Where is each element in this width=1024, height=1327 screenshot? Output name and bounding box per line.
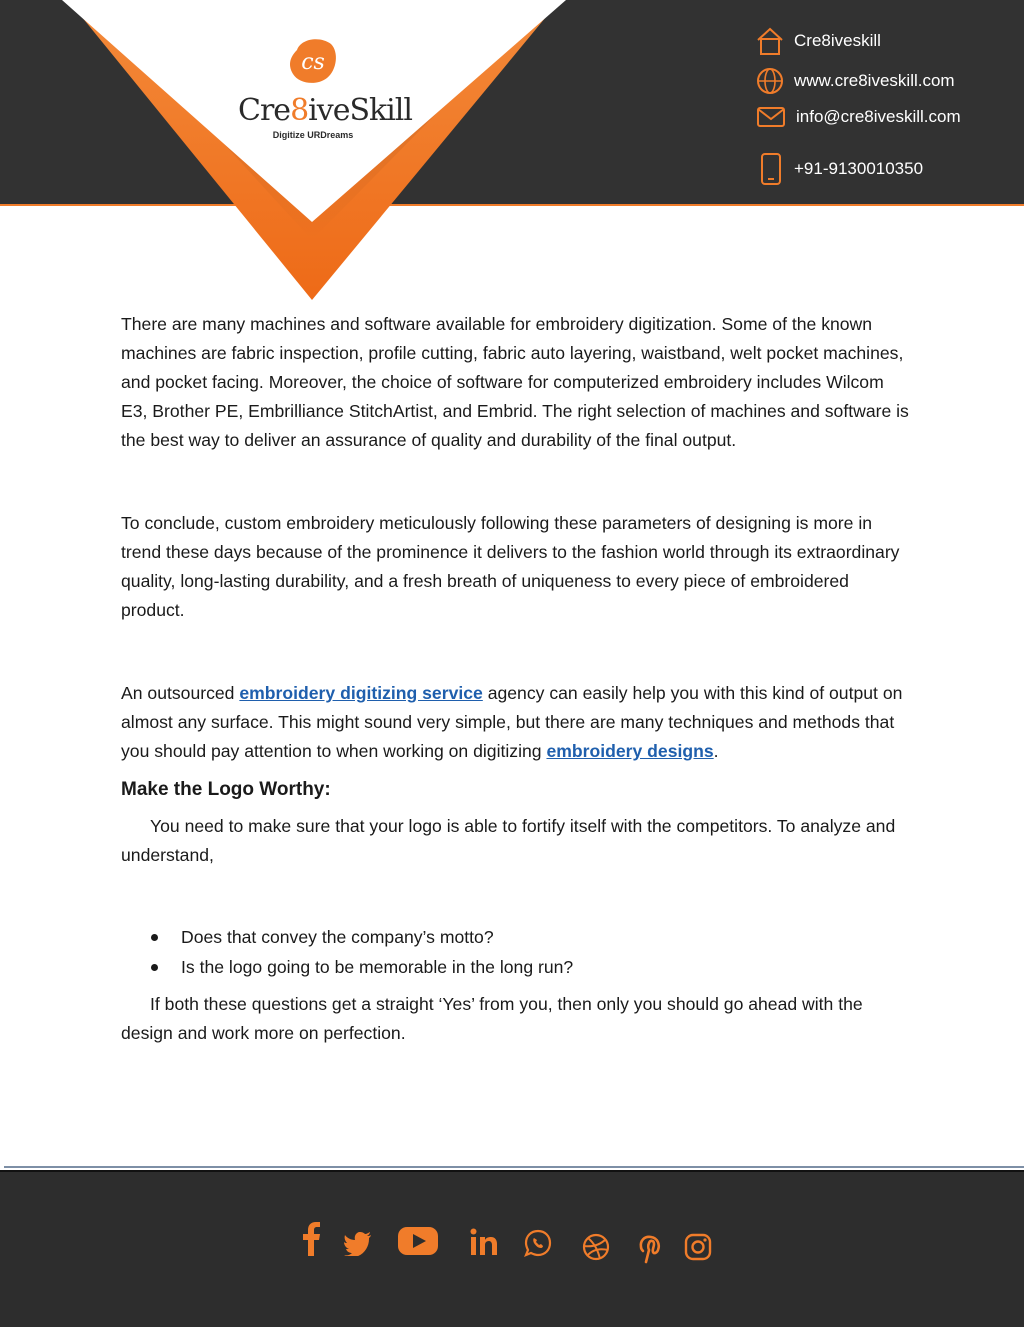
paragraph-perfection: If both these questions get a straight ‘Yes’ from you, then only you should go ahead with the design and work more on perfection.: [121, 994, 863, 1043]
home-icon: [756, 26, 784, 56]
footer-divider: [4, 1166, 1024, 1168]
brand-name: Cre8iveSkill: [238, 93, 412, 128]
section-heading: Make the Logo Worthy:: [121, 779, 331, 800]
bullet-icon: [151, 934, 158, 941]
contact-website[interactable]: www.cre8iveskill.com: [756, 66, 955, 96]
whatsapp-icon[interactable]: [524, 1229, 552, 1257]
document-body: [121, 310, 911, 1048]
facebook-icon[interactable]: [300, 1222, 322, 1256]
paragraph-outsourced-service: An outsourced embroidery digitizing service agency can easily help you with this kind of output on almost any surface. This might sound very simple, but there are many techniques and methods that you should pay attention to when working on digitizing embroidery designs.: [121, 683, 903, 761]
question-list: [121, 922, 911, 982]
embroidery-digitizing-service-link[interactable]: embroidery digitizing service: [239, 683, 483, 703]
mobile-phone-icon: [756, 152, 784, 186]
cs-orange-badge-icon: [287, 36, 339, 86]
svg-text:cs: cs: [301, 50, 325, 75]
page-footer: [0, 1170, 1024, 1327]
pinterest-icon[interactable]: [638, 1232, 662, 1264]
mail-icon: [756, 104, 786, 130]
dribbble-icon[interactable]: [582, 1233, 610, 1261]
brand-logo[interactable]: [238, 36, 412, 140]
embroidery-designs-link[interactable]: embroidery designs: [546, 741, 714, 761]
twitter-icon[interactable]: [344, 1232, 372, 1256]
paragraph-machines-software: There are many machines and software available for embroidery digitization. Some of the known machines are fabric inspection, profile cutting, fabric auto layering, waistband, welt pocket machines, and pocket facing. Moreover, the choice of software for computerized embroidery includes Wilcom E3, Brother PE, Embrilliance StitchArtist, and Embrid. The right selection of machines and software is the best way to deliver an assurance of quality and durability of the final output.: [121, 314, 909, 450]
contact-company: Cre8iveskill: [756, 26, 881, 56]
contact-email[interactable]: info@cre8iveskill.com: [756, 104, 961, 130]
youtube-icon[interactable]: [398, 1227, 438, 1255]
brand-tagline: Digitize URDreams: [272, 130, 354, 140]
globe-icon: [756, 66, 784, 96]
paragraph-logo-fortify: You need to make sure that your logo is able to fortify itself with the competitors. To analyze and understand,: [121, 816, 896, 865]
list-item: Does that convey the company’s motto?: [121, 922, 911, 952]
contact-phone[interactable]: +91-9130010350: [756, 152, 923, 186]
paragraph-conclusion: To conclude, custom embroidery meticulously following these parameters of designing is more in trend these days because of the prominence it delivers to the fashion world through its extraordinary quality, long-lasting durability, and a fresh breath of uniqueness to every piece of embroidered product.: [121, 513, 900, 620]
instagram-icon[interactable]: [684, 1233, 712, 1261]
linkedin-icon[interactable]: [470, 1228, 498, 1256]
list-item: Is the logo going to be memorable in the long run?: [121, 952, 911, 982]
bullet-icon: [151, 964, 158, 971]
